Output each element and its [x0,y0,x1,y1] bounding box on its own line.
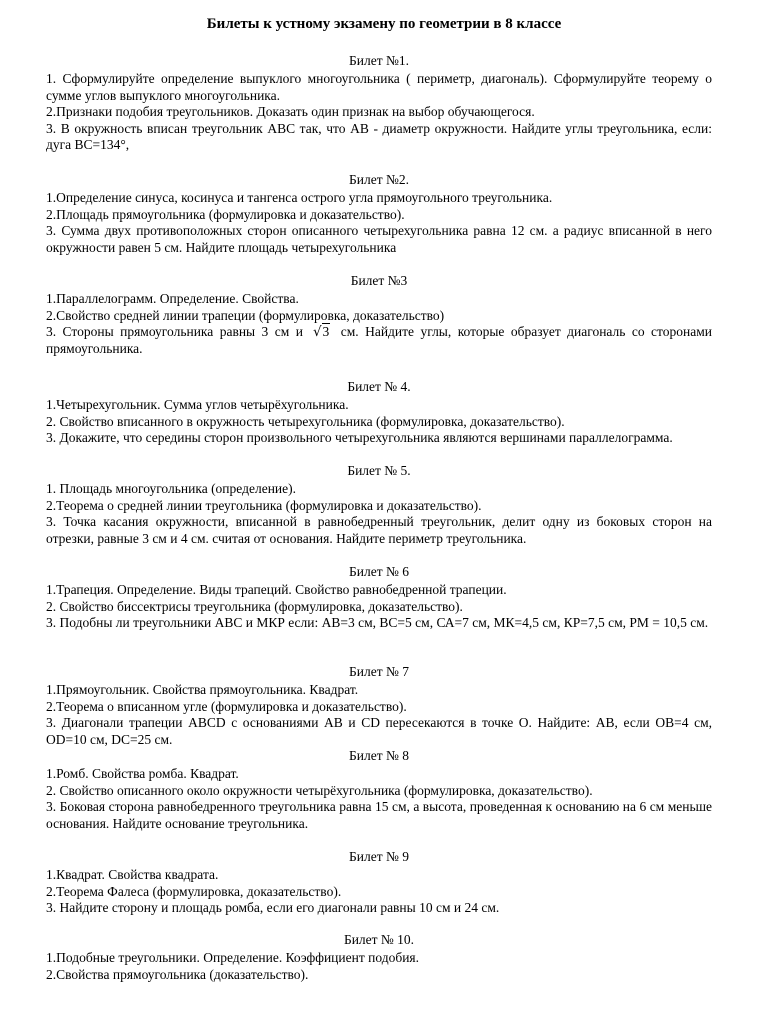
question-1: 1.Ромб. Свойства ромба. Квадрат. [46,766,239,781]
ticket-4 [46,378,712,447]
question-1: 1.Четырехугольник. Сумма углов четырёхугольника. [46,397,349,412]
question-2: 2.Признаки подобия треугольников. Доказать один признак на выбор обучающегося. [46,104,535,120]
question-3: 3. Диагонали трапеции АВСD с основаниями АВ и СD пересекаются в точке О. Найдите: АВ, если ОВ=4 см, ОD=10 см, DC=25 см. [46,715,712,747]
question-2: 2.Теорема о средней линии треугольника (формулировка и доказательство). [46,497,482,513]
ticket-title: Билет № 8 [349,748,409,763]
ticket-title: Билет № 7 [349,664,409,679]
question-3-text-after: см. Найдите углы, которые образует диагональ со сторонами прямоугольника. [46,324,712,356]
question-3: 3. Боковая сторона равнобедренного треугольника равна 15 см, а высота, проведенная к основанию на 6 см меньше основания. Найдите основание треугольника. [46,799,712,831]
question-2: 2.Свойства прямоугольника (доказательство). [46,966,309,982]
question-3: 3. Докажите, что середины сторон произвольного четырехугольника являются вершинами параллелограмма. [46,430,673,446]
ticket-title: Билет № 4. [347,379,411,394]
ticket-6 [46,563,712,632]
question-1: 1.Определение синуса, косинуса и тангенса острого угла прямоугольного треугольника. [46,190,553,205]
question-1: 1. Площадь многоугольника (определение). [46,481,297,496]
ticket-title: Билет №2. [349,172,409,187]
question-2: 2.Теорема о вписанном угле (формулировка и доказательство). [46,698,407,714]
ticket-title: Билет № 10. [343,932,415,947]
question-3: 3. Точка касания окружности, вписанной в равнобедренный треугольник, делит одну из боковых сторон на отрезки, равные 3 см и 4 см. считая от основания. Найдите периметр треугольника. [46,514,712,546]
question-1: 1.Прямоугольник. Свойства прямоугольника. Квадрат. [46,682,359,697]
question-2: 2.Свойство средней линии трапеции (формулировка, доказательство) [46,307,445,323]
question-3: 3. Найдите сторону и площадь ромба, если его диагонали равны 10 см и 24 см. [46,900,500,916]
question-1: 1.Трапеция. Определение. Виды трапеций. Свойство равнобедренной трапеции. [46,582,507,597]
question-1: 1.Параллелограмм. Определение. Свойства. [46,291,299,306]
question-2: 2. Свойство описанного около окружности четырёхугольника (формулировка, доказательство). [46,782,593,798]
square-root-expression [313,324,330,341]
square-root-argument: 3 [322,324,330,340]
question-3: 3. Сумма двух противоположных сторон описанного четырехугольника равна 12 см. а радиус вписанной в него окружности равен 5 см. Найдите площадь четырехугольника [46,223,712,255]
ticket-3 [46,272,712,357]
question-3-text-before: 3. Стороны прямоугольника равны 3 см и [46,324,303,340]
question-2: 2. Свойство вписанного в окружность четырехугольника (формулировка, доказательство). [46,413,565,429]
ticket-title: Билет №1. [349,53,409,68]
question-2: 2. Свойство биссектрисы треугольника (формулировка, доказательство). [46,598,463,614]
ticket-10 [46,931,712,983]
question-3: 3. В окружность вписан треугольник АВС так, что АВ - диаметр окружности. Найдите углы треугольника, если: дуга ВС=134°, [46,120,712,153]
ticket-5 [46,462,712,547]
square-root-icon: √ [312,324,322,341]
ticket-8 [46,747,712,832]
question-1: 1.Квадрат. Свойства квадрата. [46,867,219,882]
question-2: 2.Площадь прямоугольника (формулировка и доказательство). [46,206,405,222]
question-1: 1. Сформулируйте определение выпуклого многоугольника ( периметр, диагональ). Сформулируйте теорему о сумме углов выпуклого многоугольника. [46,71,712,103]
question-3: 3. Подобны ли треугольники АВС и МКР если: АВ=3 см, ВС=5 см, СА=7 см, МК=4,5 см, КР=7,5 см, РМ = 10,5 см. [46,615,709,631]
ticket-1 [46,52,712,154]
ticket-2 [46,171,712,256]
document-title: Билеты к устному экзамену по геометрии в 8 классе [206,16,562,32]
question-3 [46,324,712,357]
ticket-title: Билет №3 [350,273,408,288]
ticket-title: Билет № 6 [349,564,409,579]
question-2: 2.Теорема Фалеса (формулировка, доказательство). [46,883,342,899]
ticket-title: Билет № 9 [349,849,409,864]
question-1: 1.Подобные треугольники. Определение. Коэффициент подобия. [46,950,419,965]
ticket-9 [46,848,712,917]
ticket-title: Билет № 5. [347,463,411,478]
ticket-7 [46,663,712,748]
